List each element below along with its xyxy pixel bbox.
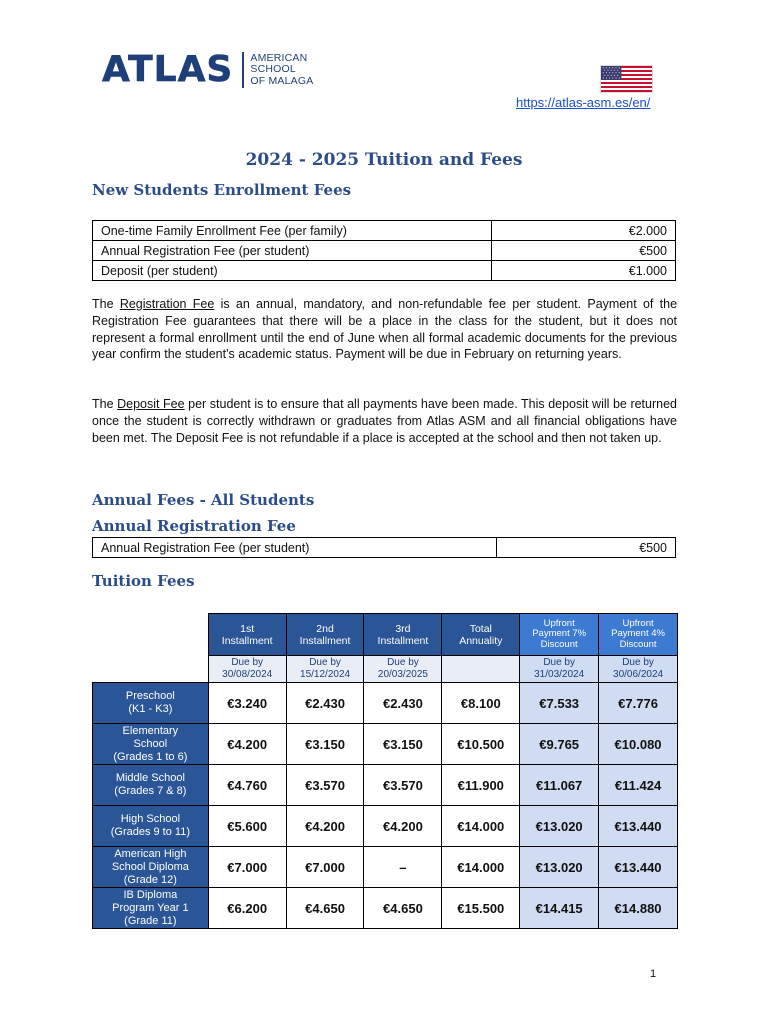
due-label: Due by: [309, 657, 341, 668]
annual-registration-heading: Annual Registration Fee: [92, 517, 296, 535]
fee-cell: €4.760: [208, 765, 286, 806]
fee-label: Annual Registration Fee (per student): [93, 538, 497, 558]
column-header: [520, 614, 599, 656]
fee-cell: €7.533: [520, 683, 599, 724]
due-date-cell: [520, 656, 599, 683]
tuition-fees-table: [92, 613, 678, 929]
fee-cell: €14.880: [599, 888, 678, 929]
fee-amount: €2.000: [492, 221, 676, 241]
grade-label-line: (Grades 1 to 6): [113, 750, 188, 763]
fee-cell: €3.150: [286, 724, 364, 765]
fee-cell: €11.900: [442, 765, 520, 806]
fee-cell: €4.200: [208, 724, 286, 765]
due-label: Due by: [231, 657, 264, 668]
column-header: [208, 614, 286, 656]
grade-label-line: Elementary: [122, 724, 179, 737]
fee-cell: –: [364, 847, 442, 888]
column-header: [442, 614, 520, 656]
column-header-line: 1st: [240, 622, 255, 635]
fee-cell: €13.440: [599, 806, 678, 847]
annual-registration-table: [92, 537, 676, 558]
column-header-line: Installment: [377, 634, 429, 647]
website-link[interactable]: https://atlas-asm.es/en/: [516, 95, 651, 110]
grade-level-label: [93, 724, 209, 765]
fee-cell: €14.415: [520, 888, 599, 929]
grade-label-line: School Diploma: [111, 860, 189, 873]
due-date: 20/03/2025: [377, 669, 428, 680]
page-number: 1: [650, 968, 657, 980]
paragraph-text: per student is to ensure that all payments have been made. This deposit will be returned once the student is correctly withdrawn or graduates from Atlas ASM and all financial obligations have been met. The Deposit Fee is not refundable if a place is accepted at the school and then not taken up.: [92, 397, 677, 445]
due-date: 30/06/2024: [613, 669, 664, 680]
grade-label-line: (Grade 12): [123, 873, 177, 886]
fee-cell: €7.000: [286, 847, 364, 888]
due-date-cell-empty: [442, 656, 520, 683]
due-date: 30/08/2024: [222, 669, 273, 680]
fee-cell: €14.000: [442, 806, 520, 847]
fee-cell: €13.440: [599, 847, 678, 888]
due-label: Due by: [387, 657, 419, 668]
grade-label-line: High School: [120, 813, 181, 825]
table-row: [93, 765, 678, 806]
fee-amount: €1.000: [492, 261, 676, 281]
fee-cell: €10.080: [599, 724, 678, 765]
table-row: [93, 221, 676, 241]
grade-level-label: [93, 806, 209, 847]
logo-subtitle-line-2: SCHOOL: [250, 63, 296, 76]
column-header-line: Payment 7%: [532, 628, 587, 640]
fee-cell: €7.776: [599, 683, 678, 724]
fee-amount: €500: [492, 241, 676, 261]
column-header-line: 3rd: [395, 622, 411, 635]
paragraph-text: is an annual, mandatory, and non-refundable fee per student. Payment of the Registration Fee guarantees that there will be a place in the class for the student, but it does not represent a formal enrollment until the end of June when all formal academic documents for the previous year confirm the student's academic status. Payment will be due in February on returning years.: [92, 297, 678, 362]
column-header-line: Discount: [619, 638, 657, 650]
grade-label-line: (Grade 11): [124, 914, 177, 927]
due-date: 31/03/2024: [534, 669, 585, 680]
grade-level-label: [93, 847, 209, 888]
grade-label-line: (Grades 9 to 11): [110, 826, 190, 838]
empty-cell: [93, 656, 209, 683]
grade-label-line: School: [133, 737, 168, 750]
fee-label: One-time Family Enrollment Fee (per family): [93, 221, 492, 241]
fee-label: Deposit (per student): [93, 261, 492, 281]
logo-divider: [242, 52, 244, 88]
grade-label-line: Middle School: [115, 772, 185, 784]
grade-label-line: (K1 - K3): [128, 703, 173, 715]
fee-cell: €15.500: [442, 888, 520, 929]
due-date-cell: [599, 656, 678, 683]
new-students-heading: New Students Enrollment Fees: [92, 181, 352, 199]
table-row: [93, 888, 678, 929]
grade-label-line: Program Year 1: [112, 901, 189, 914]
column-header-line: Installment: [221, 634, 273, 647]
fee-cell: €13.020: [520, 806, 599, 847]
fee-cell: €7.000: [208, 847, 286, 888]
fee-cell: €2.430: [364, 683, 442, 724]
logo-subtitle-line-1: AMERICAN: [250, 51, 308, 64]
table-row: [93, 847, 678, 888]
fee-cell: €9.765: [520, 724, 599, 765]
fee-cell: €4.200: [286, 806, 364, 847]
due-date-cell: [286, 656, 364, 683]
paragraph-text: The: [92, 397, 118, 411]
table-row: [93, 261, 676, 281]
logo-subtitle: [250, 53, 313, 88]
atlas-logo: [102, 50, 313, 90]
fee-cell: €3.150: [364, 724, 442, 765]
fee-cell: €13.020: [520, 847, 599, 888]
grade-level-label: [93, 765, 209, 806]
fee-cell: €4.200: [364, 806, 442, 847]
grade-label-line: Preschool: [125, 690, 175, 702]
fee-cell: €6.200: [208, 888, 286, 929]
due-date-cell: [208, 656, 286, 683]
table-row: [93, 241, 676, 261]
column-header-line: Upfront: [543, 617, 575, 629]
table-row: [93, 724, 678, 765]
paragraph-text: The: [92, 297, 120, 311]
fee-cell: €11.067: [520, 765, 599, 806]
due-label: Due by: [622, 657, 654, 668]
grade-label-line: (Grades 7 & 8): [114, 785, 187, 797]
registration-fee-paragraph: [92, 296, 677, 363]
table-row: [93, 683, 678, 724]
fee-amount: €500: [497, 538, 676, 558]
due-date-row: [93, 656, 678, 683]
annual-fees-heading: Annual Fees - All Students: [92, 491, 315, 509]
due-date-cell: [364, 656, 442, 683]
enrollment-fees-table: [92, 220, 676, 281]
fee-cell: €3.570: [286, 765, 364, 806]
due-label: Due by: [543, 657, 575, 668]
column-header-line: Payment 4%: [611, 628, 665, 640]
due-date: 15/12/2024: [300, 669, 351, 680]
page-title: 2024 - 2025 Tuition and Fees: [245, 150, 523, 170]
column-header-line: Total: [469, 622, 492, 635]
deposit-fee-paragraph: [92, 396, 677, 446]
fee-label: Annual Registration Fee (per student): [93, 241, 492, 261]
column-header: [286, 614, 364, 656]
tuition-fees-heading: Tuition Fees: [92, 572, 195, 590]
tuition-header-row: [93, 614, 678, 656]
empty-corner-cell: [93, 614, 209, 656]
us-flag-icon[interactable]: [600, 65, 653, 93]
fee-cell: €14.000: [442, 847, 520, 888]
column-header-line: 2nd: [316, 622, 334, 635]
deposit-fee-term: Deposit Fee: [117, 397, 185, 411]
column-header-line: Annuality: [459, 634, 503, 647]
table-row: [93, 538, 676, 558]
fee-cell: €8.100: [442, 683, 520, 724]
logo-wordmark: ATLAS: [102, 49, 234, 90]
registration-fee-term: Registration Fee: [119, 297, 215, 311]
column-header: [599, 614, 678, 656]
column-header: [364, 614, 442, 656]
fee-cell: €11.424: [599, 765, 678, 806]
fee-cell: €3.240: [208, 683, 286, 724]
fee-cell: €10.500: [442, 724, 520, 765]
fee-cell: €4.650: [364, 888, 442, 929]
table-row: [93, 806, 678, 847]
column-header-line: Installment: [299, 634, 351, 647]
fee-cell: €4.650: [286, 888, 364, 929]
column-header-line: Upfront: [622, 617, 654, 629]
fee-cell: €3.570: [364, 765, 442, 806]
grade-label-line: American High: [114, 847, 187, 860]
logo-subtitle-line-3: OF MALAGA: [250, 74, 314, 87]
grade-level-label: [93, 888, 209, 929]
fee-cell: €2.430: [286, 683, 364, 724]
fee-cell: €5.600: [208, 806, 286, 847]
grade-label-line: IB Diploma: [123, 888, 178, 901]
column-header-line: Discount: [540, 638, 578, 650]
grade-level-label: [93, 683, 209, 724]
